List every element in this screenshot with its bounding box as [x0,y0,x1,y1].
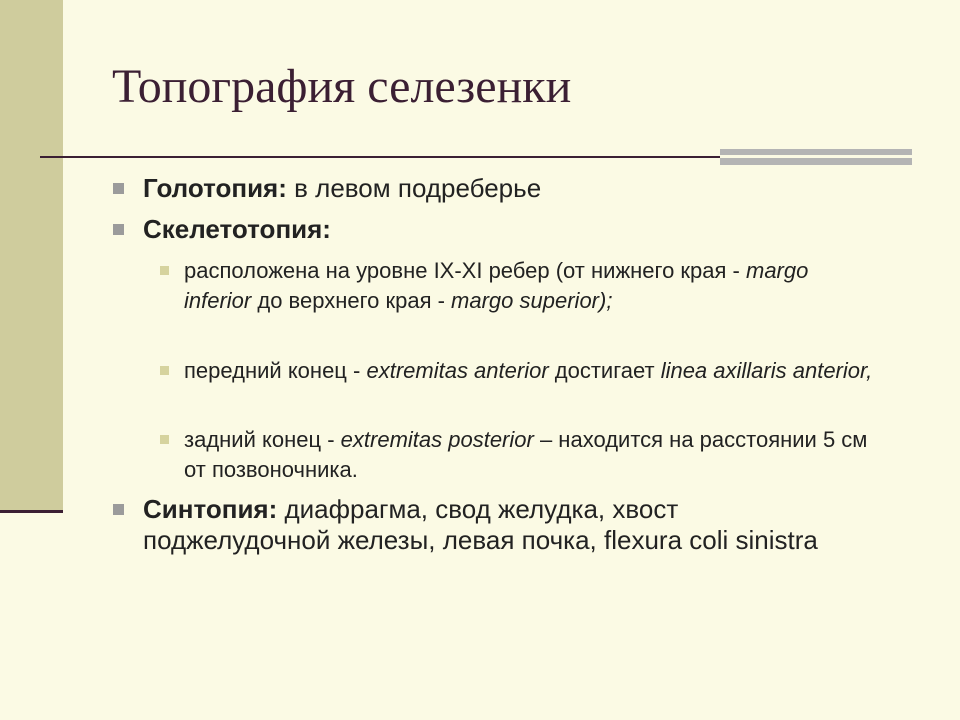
sub-bullet-posterior-end [184,425,894,485]
sub-bullet-text: до верхнего края - [251,288,452,313]
slide-title: Топография селезенки [112,60,572,113]
sub-bullet-text: достигает [548,358,661,383]
bullet-text: диафрагма, свод желудка, хвост поджелудочной железы, левая почка, flexura coli sinistra [143,494,818,555]
bullet-skeletotopia [143,214,331,245]
sub-bullet-text: – находится на расстоянии 5 см от позвоночника. [184,427,868,482]
bullet-golotopia [143,173,541,204]
sub-bullet-text: передний конец - [184,358,367,383]
sub-bullet-text: расположена на уровне IX-XI ребер (от нижнего края - [184,258,746,283]
sub-bullet-latin-term: linea axillaris anterior, [660,358,873,383]
sub-bullet-anterior-end [184,356,894,386]
bullet-label: Скелетотопия: [143,214,331,244]
sub-bullet-latin-term: extremitas anterior [366,358,549,383]
bullet-label: Синтопия: [143,494,278,524]
sub-bullet-text: задний конец - [184,427,341,452]
bullet-label: Голотопия: [143,173,287,203]
sub-bullet-latin-term: margo superior); [451,288,613,313]
sub-bullet-latin-term: extremitas posterior [340,427,534,452]
bullet-syntopia [143,494,858,556]
sub-bullet-rib-level [184,256,864,316]
sub-bullet-latin-term: margo inferior [184,258,809,313]
bullet-text: в левом подреберье [286,173,542,203]
